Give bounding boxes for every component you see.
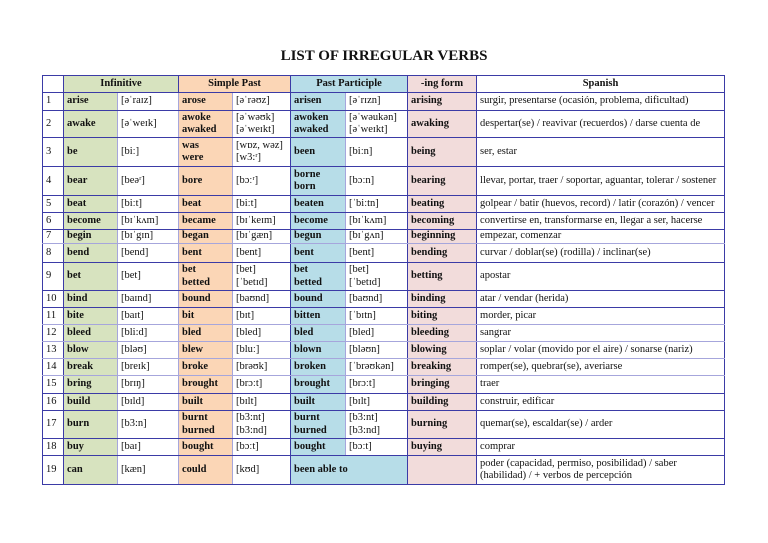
simple-past: became <box>179 213 233 230</box>
simple-past: bought <box>179 439 233 456</box>
verb-number: 14 <box>43 359 64 376</box>
past-participle-phonetic: [əˈwəukən] [əˈweɪkt] <box>346 111 408 138</box>
infinitive: become <box>64 213 118 230</box>
table-row <box>43 359 725 376</box>
spanish-translation: romper(se), quebrar(se), averiarse <box>477 359 725 376</box>
infinitive: bet <box>64 263 118 291</box>
table-row <box>43 111 725 138</box>
past-participle-phonetic: [brɔːt] <box>346 376 408 394</box>
simple-past-phonetic: [bɪt] <box>233 308 291 325</box>
past-participle-phonetic: [bet] [ˈbetɪd] <box>346 263 408 291</box>
past-participle: burnt burned <box>291 411 346 439</box>
simple-past-phonetic: [bɪˈgæn] <box>233 230 291 244</box>
spanish-translation: curvar / doblar(se) (rodilla) / inclinar(se) <box>477 244 725 263</box>
past-participle-phonetic: [biːn] <box>346 138 408 167</box>
past-participle: bet betted <box>291 263 346 291</box>
infinitive-phonetic: [biː] <box>118 138 179 167</box>
past-participle: arisen <box>291 93 346 111</box>
infinitive-phonetic: [bend] <box>118 244 179 263</box>
ing-form <box>408 456 477 485</box>
spanish-translation: soplar / volar (movido por el aire) / sonarse (nariz) <box>477 342 725 359</box>
ing-form: bleeding <box>408 325 477 342</box>
ing-form: bending <box>408 244 477 263</box>
simple-past-phonetic: [bɔːʳ] <box>233 167 291 196</box>
table-row <box>43 244 725 263</box>
past-participle: been <box>291 138 346 167</box>
ing-form: burning <box>408 411 477 439</box>
ing-form: blowing <box>408 342 477 359</box>
ing-form: bringing <box>408 376 477 394</box>
infinitive: bend <box>64 244 118 263</box>
verb-number: 16 <box>43 394 64 411</box>
verb-number: 2 <box>43 111 64 138</box>
simple-past: was were <box>179 138 233 167</box>
ing-form: awaking <box>408 111 477 138</box>
verb-number: 13 <box>43 342 64 359</box>
ing-form: being <box>408 138 477 167</box>
spanish-translation: despertar(se) / reavivar (recuerdos) / darse cuenta de <box>477 111 725 138</box>
infinitive-phonetic: [bləʊ] <box>118 342 179 359</box>
simple-past-phonetic: [bɔːt] <box>233 439 291 456</box>
header-row <box>43 76 725 93</box>
verb-number: 7 <box>43 230 64 244</box>
simple-past-phonetic: [baʊnd] <box>233 291 291 308</box>
infinitive-phonetic: [baɪnd] <box>118 291 179 308</box>
verb-number: 6 <box>43 213 64 230</box>
simple-past-phonetic: [əˈwəʊk] [əˈweɪkt] <box>233 111 291 138</box>
past-participle: bled <box>291 325 346 342</box>
past-participle-phonetic: [ˈbrəʊkən] <box>346 359 408 376</box>
spanish-translation: traer <box>477 376 725 394</box>
simple-past: awoke awaked <box>179 111 233 138</box>
past-participle: bent <box>291 244 346 263</box>
verb-number: 12 <box>43 325 64 342</box>
verb-number: 17 <box>43 411 64 439</box>
infinitive: blow <box>64 342 118 359</box>
simple-past: broke <box>179 359 233 376</box>
infinitive: beat <box>64 196 118 213</box>
simple-past-phonetic: [brəʊk] <box>233 359 291 376</box>
past-participle-phonetic: [bɔːt] <box>346 439 408 456</box>
spanish-translation: sangrar <box>477 325 725 342</box>
simple-past: bet betted <box>179 263 233 291</box>
spanish-translation: morder, picar <box>477 308 725 325</box>
simple-past-phonetic: [bɪlt] <box>233 394 291 411</box>
simple-past-phonetic: [əˈrəʊz] <box>233 93 291 111</box>
infinitive-phonetic: [biːt] <box>118 196 179 213</box>
spanish-translation: construir, edificar <box>477 394 725 411</box>
past-participle-phonetic: [bɔːn] <box>346 167 408 196</box>
verb-number: 18 <box>43 439 64 456</box>
spanish-translation: surgir, presentarse (ocasión, problema, dificultad) <box>477 93 725 111</box>
spanish-translation: empezar, comenzar <box>477 230 725 244</box>
spanish-translation: quemar(se), escaldar(se) / arder <box>477 411 725 439</box>
table-row <box>43 138 725 167</box>
simple-past: began <box>179 230 233 244</box>
table-row <box>43 342 725 359</box>
past-participle-phonetic: [ˈbiːtn] <box>346 196 408 213</box>
table-row <box>43 376 725 394</box>
infinitive-phonetic: [b3:n] <box>118 411 179 439</box>
infinitive-phonetic: [bɪˈkʌm] <box>118 213 179 230</box>
infinitive: bite <box>64 308 118 325</box>
infinitive: break <box>64 359 118 376</box>
infinitive: burn <box>64 411 118 439</box>
past-participle-phonetic: [bləʊn] <box>346 342 408 359</box>
past-participle: broken <box>291 359 346 376</box>
table-row <box>43 411 725 439</box>
simple-past-phonetic: [wɒz, wəz] [w3:ʳ] <box>233 138 291 167</box>
ing-form: binding <box>408 291 477 308</box>
simple-past-phonetic: [bent] <box>233 244 291 263</box>
infinitive-phonetic: [bli:d] <box>118 325 179 342</box>
simple-past-phonetic: [b3:nt] [b3:nd] <box>233 411 291 439</box>
infinitive: bind <box>64 291 118 308</box>
simple-past: beat <box>179 196 233 213</box>
ing-form: breaking <box>408 359 477 376</box>
past-participle: bound <box>291 291 346 308</box>
verb-number: 15 <box>43 376 64 394</box>
simple-past: blew <box>179 342 233 359</box>
past-participle-phonetic: [ˈbɪtn] <box>346 308 408 325</box>
table-row <box>43 167 725 196</box>
infinitive-phonetic: [baɪ] <box>118 439 179 456</box>
ing-form: biting <box>408 308 477 325</box>
past-participle-phonetic: [bɪˈkʌm] <box>346 213 408 230</box>
spanish-translation: llevar, portar, traer / soportar, aguantar, tolerar / sostener <box>477 167 725 196</box>
past-participle-phonetic: [bent] <box>346 244 408 263</box>
infinitive: bleed <box>64 325 118 342</box>
number-header <box>43 76 64 93</box>
infinitive-phonetic: [breɪk] <box>118 359 179 376</box>
simple-past-phonetic: [brɔːt] <box>233 376 291 394</box>
past-participle-phonetic: [bled] <box>346 325 408 342</box>
table-row <box>43 291 725 308</box>
simple-past: bound <box>179 291 233 308</box>
irregular-verbs-table <box>42 75 725 485</box>
verb-number: 11 <box>43 308 64 325</box>
simple-past-phonetic: [kʊd] <box>233 456 291 485</box>
verb-number: 10 <box>43 291 64 308</box>
spanish-translation: convertirse en, transformarse en, llegar a ser, hacerse <box>477 213 725 230</box>
table-row <box>43 439 725 456</box>
past-participle: begun <box>291 230 346 244</box>
infinitive: bear <box>64 167 118 196</box>
table-row <box>43 456 725 485</box>
past-participle: borne born <box>291 167 346 196</box>
infinitive: build <box>64 394 118 411</box>
past-participle: become <box>291 213 346 230</box>
ing-form: beginning <box>408 230 477 244</box>
verb-number: 3 <box>43 138 64 167</box>
infinitive-phonetic: [əˈraɪz] <box>118 93 179 111</box>
infinitive: can <box>64 456 118 485</box>
simple-past-header: Simple Past <box>179 76 291 93</box>
simple-past: bore <box>179 167 233 196</box>
ing-form: buying <box>408 439 477 456</box>
infinitive-phonetic: [brɪŋ] <box>118 376 179 394</box>
simple-past: bit <box>179 308 233 325</box>
simple-past: arose <box>179 93 233 111</box>
past-participle-header: Past Participle <box>291 76 408 93</box>
infinitive: bring <box>64 376 118 394</box>
verb-number: 9 <box>43 263 64 291</box>
past-participle: blown <box>291 342 346 359</box>
table-row <box>43 263 725 291</box>
infinitive: begin <box>64 230 118 244</box>
past-participle: brought <box>291 376 346 394</box>
past-participle: beaten <box>291 196 346 213</box>
table-row <box>43 394 725 411</box>
spanish-translation: apostar <box>477 263 725 291</box>
table-row <box>43 93 725 111</box>
past-participle-phonetic: [b3:nt] [b3:nd] <box>346 411 408 439</box>
simple-past: burnt burned <box>179 411 233 439</box>
simple-past: could <box>179 456 233 485</box>
infinitive: be <box>64 138 118 167</box>
verb-number: 5 <box>43 196 64 213</box>
ing-form-header: -ing form <box>408 76 477 93</box>
past-participle: awoken awaked <box>291 111 346 138</box>
table-row <box>43 325 725 342</box>
past-participle: been able to <box>291 456 408 485</box>
table-row <box>43 308 725 325</box>
simple-past-phonetic: [bluː] <box>233 342 291 359</box>
infinitive-phonetic: [baɪt] <box>118 308 179 325</box>
ing-form: bearing <box>408 167 477 196</box>
infinitive-phonetic: [beəʳ] <box>118 167 179 196</box>
simple-past: brought <box>179 376 233 394</box>
past-participle-phonetic: [baʊnd] <box>346 291 408 308</box>
ing-form: building <box>408 394 477 411</box>
table-row <box>43 213 725 230</box>
simple-past-phonetic: [bet] [ˈbetɪd] <box>233 263 291 291</box>
spanish-header: Spanish <box>477 76 725 93</box>
infinitive-phonetic: [əˈweɪk] <box>118 111 179 138</box>
verb-number: 1 <box>43 93 64 111</box>
simple-past: built <box>179 394 233 411</box>
infinitive-phonetic: [bɪld] <box>118 394 179 411</box>
infinitive-phonetic: [bɪˈgɪn] <box>118 230 179 244</box>
past-participle-phonetic: [bɪˈgʌn] <box>346 230 408 244</box>
past-participle-phonetic: [bɪlt] <box>346 394 408 411</box>
infinitive: awake <box>64 111 118 138</box>
simple-past-phonetic: [bled] <box>233 325 291 342</box>
infinitive: arise <box>64 93 118 111</box>
spanish-translation: poder (capacidad, permiso, posibilidad) / saber (habilidad) / + verbos de percepción <box>477 456 725 485</box>
page-title: LIST OF IRREGULAR VERBS <box>280 48 488 64</box>
ing-form: beating <box>408 196 477 213</box>
simple-past: bled <box>179 325 233 342</box>
ing-form: arising <box>408 93 477 111</box>
infinitive-header: Infinitive <box>64 76 179 93</box>
spanish-translation: ser, estar <box>477 138 725 167</box>
verb-number: 4 <box>43 167 64 196</box>
table-row <box>43 230 725 244</box>
spanish-translation: atar / vendar (herida) <box>477 291 725 308</box>
verb-number: 19 <box>43 456 64 485</box>
verb-number: 8 <box>43 244 64 263</box>
past-participle: bought <box>291 439 346 456</box>
infinitive: buy <box>64 439 118 456</box>
simple-past-phonetic: [bɪˈkeɪm] <box>233 213 291 230</box>
past-participle: built <box>291 394 346 411</box>
simple-past-phonetic: [biːt] <box>233 196 291 213</box>
spanish-translation: golpear / batir (huevos, record) / latir (corazón) / vencer <box>477 196 725 213</box>
ing-form: betting <box>408 263 477 291</box>
simple-past: bent <box>179 244 233 263</box>
spanish-translation: comprar <box>477 439 725 456</box>
infinitive-phonetic: [kæn] <box>118 456 179 485</box>
infinitive-phonetic: [bet] <box>118 263 179 291</box>
past-participle-phonetic: [əˈrɪzn] <box>346 93 408 111</box>
ing-form: becoming <box>408 213 477 230</box>
table-row <box>43 196 725 213</box>
past-participle: bitten <box>291 308 346 325</box>
